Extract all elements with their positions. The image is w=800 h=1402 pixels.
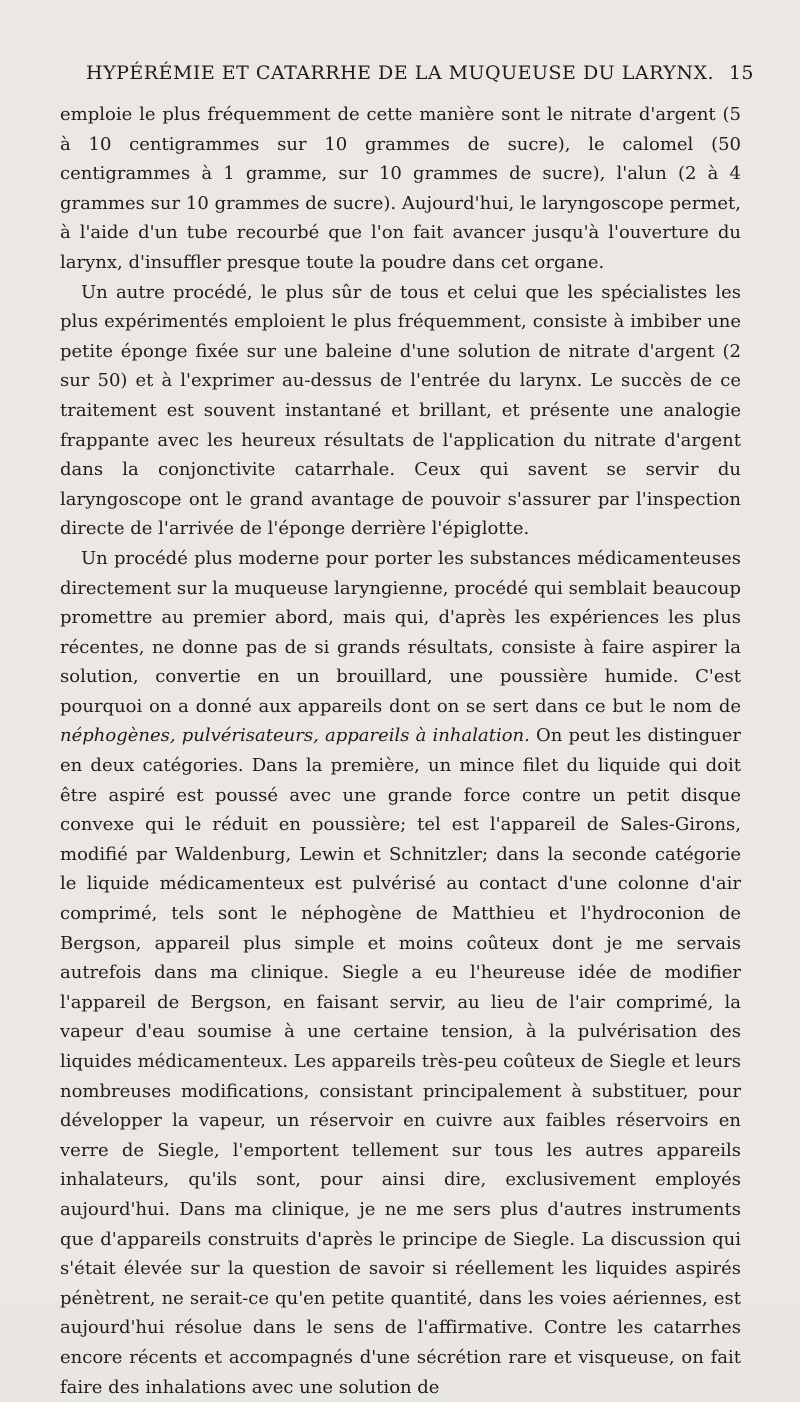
paragraph [60,544,741,1402]
running-title: HYPÉRÉMIE ET CATARRHE DE LA MUQUEUSE DU LARYNX. [86,62,715,84]
paragraph-continued: emploie le plus fréquemment de cette manière sont le nitrate d'argent (5 à 10 centigrammes sur 10 grammes de sucre), le calomel (50 centigrammes à 1 gramme, sur 10 grammes de sucre), l'alun (2 à 4 grammes sur 10 grammes de sucre). Aujourd'hui, le laryngoscope permet, à l'aide d'un tube recourbé que l'on fait avancer jusqu'à l'ouverture du larynx, d'insuffler presque toute la poudre dans cet organe. [60,104,741,273]
italic-terms: néphogènes, pulvérisateurs, appareils à inhalation. [60,725,530,747]
paragraph-text: On peut les distinguer en deux catégories. Dans la première, un mince filet du liquide qui doit être aspiré est poussé avec une grande force contre un petit disque convexe qui le réduit en poussière; tel est l'appareil de Sales-Girons, modifié par Waldenburg, Lewin et Schnitzler; dans la seconde catégorie le liquide médicamenteux est pulvérisé au contact d'une colonne d'air comprimé, tels sont le néphogène de Matthieu et l'hydroconion de Bergson, appareil plus simple et moins coûteux dont je me servais autrefois dans ma clinique. Siegle a eu l'heureuse idée de modifier l'appareil de Bergson, en faisant servir, au lieu de l'air comprimé, la vapeur d'eau soumise à une certaine tension, à la pulvérisation des liquides médicamenteux. Les appareils très-peu coûteux de Siegle et leurs nombreuses modifications, consistant principalement à substituer, pour développer la vapeur, un réservoir en cuivre aux faibles réservoirs en verre de Siegle, l'emportent tellement sur tous les autres appareils inhalateurs, qu'ils sont, pour ainsi dire, exclusivement employés aujourd'hui. Dans ma clinique, je ne me sers plus d'autres instruments que d'appareils construits d'après le principe de Siegle. La discussion qui s'était élevée sur la question de savoir si réellement les liquides aspirés pénètrent, ne serait-ce qu'en petite quantité, dans les voies aériennes, est aujourd'hui résolue dans le sens de l'affirmative. Contre les catarrhes encore récents et accompagnés d'une sécrétion rare et visqueuse, on fait faire des inhalations avec une solution de [60,725,741,1398]
page-number: 15 [728,62,754,84]
page-body [60,100,741,1402]
paragraph: Un autre procédé, le plus sûr de tous et celui que les spécialistes les plus expérimentés emploient le plus fréquemment, consiste à imbiber une petite éponge fixée sur une baleine d'une solution de nitrate d'argent (2 sur 50) et à l'exprimer au-dessus de l'entrée du larynx. Le succès de ce traitement est souvent instantané et brillant, et présente une analogie frappante avec les heureux résultats de l'application du nitrate d'argent dans la conjonctivite catarrhale. Ceux qui savent se servir du laryngoscope ont le grand avantage de pouvoir s'assurer par l'inspection directe de l'arrivée de l'éponge derrière l'épiglotte. [60,281,741,540]
running-header [60,62,754,92]
paragraph-text: Un procédé plus moderne pour porter les substances médicamenteuses directement sur la muqueuse laryngienne, procédé qui semblait beaucoup promettre au premier abord, mais qui, d'après les expériences les plus récentes, ne donne pas de si grands résultats, consiste à faire aspirer la solution, convertie en un brouillard, une poussière humide. C'est pourquoi on a donné aux appareils dont on se sert dans ce but le nom de [60,547,741,717]
